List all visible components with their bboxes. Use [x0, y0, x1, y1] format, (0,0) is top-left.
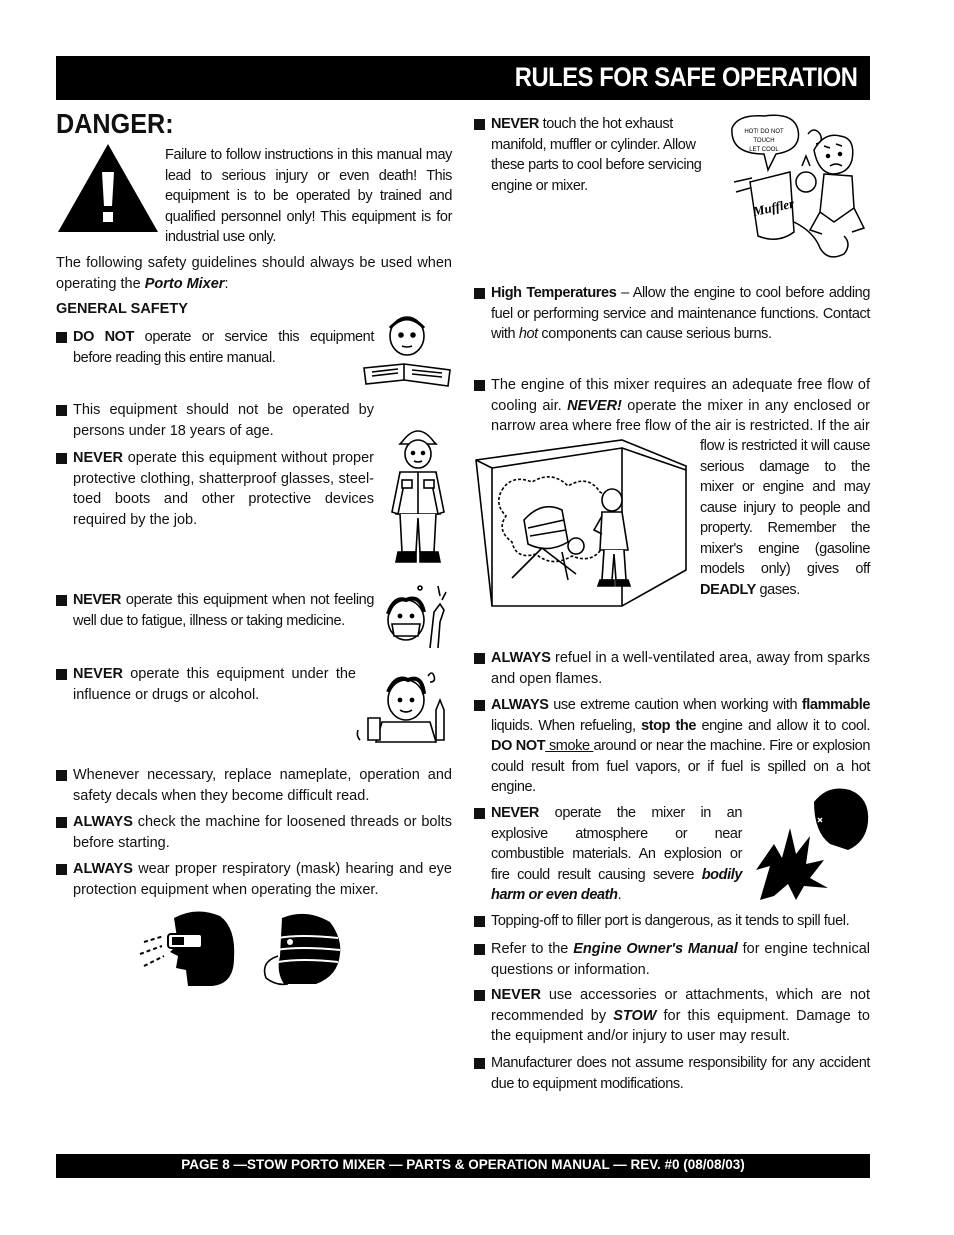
- person-reading-illustration: [362, 308, 452, 388]
- warning-triangle-icon: [56, 142, 160, 234]
- bullet-explosive-atmosphere: NEVER operate the mixer in an explosive atmosphere or near combustible materials. An explosion or fire could result causing severe bodily harm or even death.: [474, 803, 742, 906]
- product-name: Porto Mixer: [144, 275, 225, 292]
- footer-bar: [56, 1154, 870, 1178]
- bullet-cooling-air: The engine of this mixer requires an adequate free flow of cooling air. NEVER! operate the mixer in any enclosed or narrow area where free flow of the air is restricted. If the air: [474, 375, 870, 437]
- bullet-high-temperatures: High Temperatures – Allow the engine to cool before adding fuel or performing service and maintenance functions. Contact with hot components can cause serious burns.: [474, 283, 870, 345]
- bullet-drugs-alcohol: NEVER operate this equipment under the influence or drugs or alcohol.: [56, 664, 356, 705]
- hot-sign-line-2: TOUCH: [753, 138, 775, 144]
- worker-with-hardhat-illustration: [388, 422, 448, 568]
- explosion-icon: [752, 784, 872, 902]
- eye-protection-icon: [138, 906, 238, 988]
- cooling-air-continued: flow is restricted it will cause serious damage to the mixer or engine and may cause injury to people and property. Remember the mixer's engine (gasoline models only) gives off DEADLY gases.: [700, 438, 870, 598]
- hot-muffler-illustration: [724, 112, 872, 264]
- hot-sign-line-3: LET COOL: [749, 147, 779, 153]
- page-title: RULES FOR SAFE OPERATION: [515, 62, 858, 92]
- intro-paragraph: The following safety guidelines should always be used when operating the Porto Mixer:: [56, 255, 452, 292]
- bullet-engine-manual: Refer to the Engine Owner's Manual for engine technical questions or information.: [474, 939, 870, 980]
- bullet-refuel-ventilated: ALWAYS refuel in a well-ventilated area, away from sparks and open flames.: [474, 648, 870, 689]
- sick-person-illustration: [380, 582, 450, 652]
- muffler-label: Muffler: [751, 195, 796, 219]
- bullet-fatigue-illness: NEVER operate this equipment when not feeling well due to fatigue, illness or taking medicine.: [56, 590, 374, 631]
- bullet-accessories: NEVER use accessories or attachments, which are not recommended by STOW for this equipment. Damage to the equipment and/or injury to user may result.: [474, 985, 870, 1047]
- bullet-hot-exhaust: NEVER touch the hot exhaust manifold, muffler or cylinder. Allow these parts to cool before servicing engine or mixer.: [474, 114, 722, 196]
- bullet-decals: Whenever necessary, replace nameplate, operation and safety decals when they become difficult read.: [56, 765, 452, 806]
- general-safety-heading: GENERAL SAFETY: [56, 301, 188, 317]
- bullet-protective-clothing: NEVER operate this equipment without proper protective clothing, shatterproof glasses, steel-toed boots and other protective devices required by the job.: [56, 448, 374, 530]
- bullet-check-bolts: ALWAYS check the machine for loosened threads or bolts before starting.: [56, 812, 452, 853]
- hearing-protection-icon: [256, 912, 342, 988]
- intoxicated-person-illustration: [356, 670, 452, 744]
- bullet-age-restriction: This equipment should not be operated by persons under 18 years of age.: [56, 400, 374, 441]
- danger-warning-text: Failure to follow instructions in this manual may lead to serious injury or even death! This equipment is to be operated by trained and qualified personnel only! This equipment is for industrial use only.: [165, 147, 452, 245]
- enclosed-area-mixer-illustration: [472, 430, 692, 610]
- bullet-protective-equipment: ALWAYS wear proper respiratory (mask) hearing and eye protection equipment when operating the mixer.: [56, 859, 452, 900]
- header-bar: [56, 56, 870, 100]
- hot-sign-line-1: HOT! DO NOT: [744, 129, 784, 135]
- footer-text: PAGE 8 —STOW PORTO MIXER — PARTS & OPERATION MANUAL — REV. #0 (08/08/03): [181, 1157, 745, 1172]
- bullet-topping-off: Topping-off to filler port is dangerous, as it tends to spill fuel.: [474, 911, 870, 932]
- bullet-flammable-liquids: ALWAYS use extreme caution when working with flammable liquids. When refueling, stop the engine and allow it to cool. DO NOT smoke around or near the machine. Fire or explosion could result from fuel vapors, or if fuel is spilled on a hot engine.: [474, 695, 870, 798]
- bullet-manufacturer-responsibility: Manufacturer does not assume responsibility for any accident due to equipment modifications.: [474, 1053, 870, 1094]
- bullet-read-manual: DO NOT operate or service this equipment before reading this entire manual.: [56, 327, 374, 368]
- danger-heading: DANGER:: [56, 108, 174, 139]
